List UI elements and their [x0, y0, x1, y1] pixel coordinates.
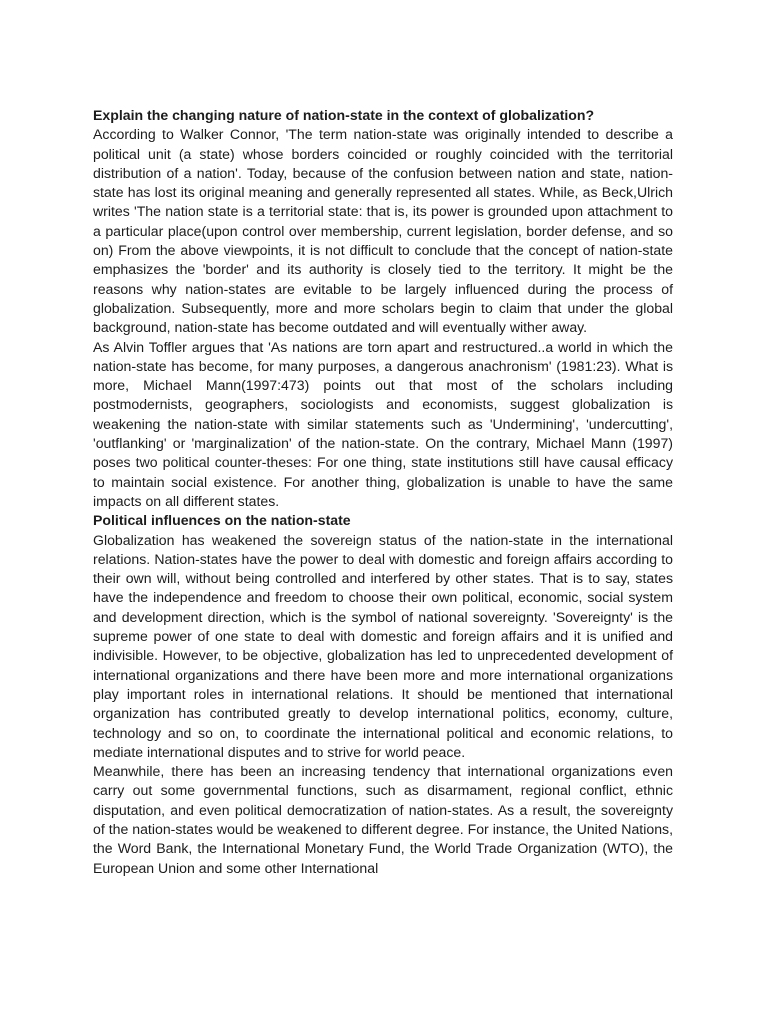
paragraph-connor: According to Walker Connor, 'The term nation-state was originally intended to describe a political unit (a state) whose borders coincided or roughly coincided with the territorial distribution of a nation'. Today, because of the confusion between nation and state, nation-state has lost its original meaning and generally represented all states. While, as Beck,Ulrich writes 'The nation state is a territorial state: that is, its power is grounded upon attachment to a particular place(upon control over membership, current legislation, border defense, and so on) From the above viewpoints, it is not difficult to conclude that the concept of nation-state emphasizes the 'border' and its authority is closely tied to the territory. It might be the reasons why nation-states are evitable to be largely influenced during the process of globalization. Subsequently, more and more scholars begin to claim that under the global background, nation-state has become outdated and will eventually wither away. — [93, 126, 673, 336]
document-page — [93, 106, 673, 878]
document-title: Explain the changing nature of nation-state in the context of globalization? — [93, 107, 595, 123]
paragraph-sovereignty: Globalization has weakened the sovereign status of the nation-state in the international relations. Nation-states have the power to deal with domestic and foreign affairs according to their own will, without being controlled and interfered by other states. That is to say, states have the independence and freedom to choose their own political, economic, social system and development direction, which is the symbol of national sovereignty. 'Sovereignty' is the supreme power of one state to deal with domestic and foreign affairs and it is unified and indivisible. However, to be objective, globalization has led to unprecedented development of international organizations and there have been more and more international organizations play important roles in international relations. It should be mentioned that international organization has contributed greatly to develop international politics, economy, culture, technology and so on, to coordinate the international political and economic relations, to mediate international disputes and to strive for world peace. — [93, 531, 673, 760]
section-heading: Political influences on the nation-state — [93, 512, 351, 529]
paragraph-international-organizations: Meanwhile, there has been an increasing tendency that international organizations even carry out some governmental functions, such as disarmament, regional conflict, ethnic disputation, and even political democratization of nation-states. As a result, the sovereignty of the nation-states would be weakened to different degree. For instance, the United Nations, the Word Bank, the International Monetary Fund, the World Trade Organization (WTO), the European Union and some other International — [93, 763, 673, 876]
paragraph-toffler: As Alvin Toffler argues that 'As nations are torn apart and restructured..a world in which the nation-state has become, for many purposes, a dangerous anachronism' (1981:23). What is more, Michael Mann(1997:473) points out that most of the scholars including postmodernists, geographers, sociologists and economists, suggest globalization is weakening the nation-state with similar statements such as 'Undermining', 'undercutting', 'outflanking' or 'marginalization' of the nation-state. On the contrary, Michael Mann (1997) poses two political counter-theses: For one thing, state institutions still have causal efficacy to maintain social existence. For another thing, globalization is unable to have the same impacts on all different states. — [93, 338, 673, 509]
